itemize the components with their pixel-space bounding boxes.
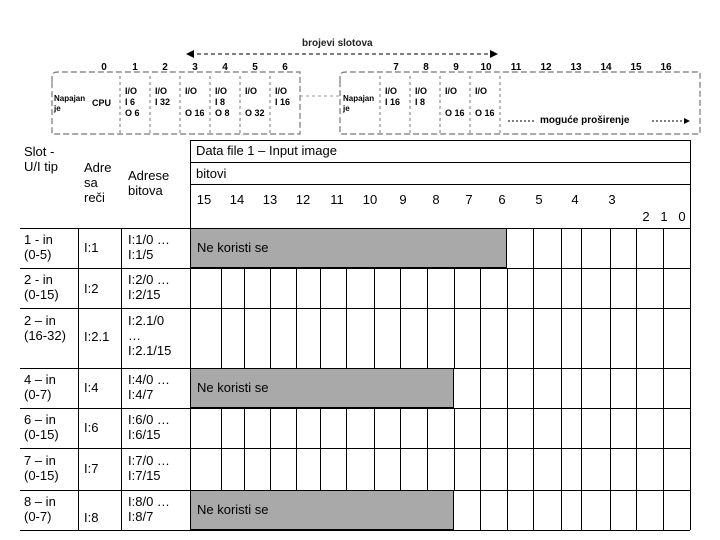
expansion-label: moguće proširenje	[540, 115, 630, 126]
io-module-1: I/O I 6 O 6	[125, 86, 140, 118]
bit-number: 13	[262, 192, 278, 207]
slot-number: 0	[101, 62, 107, 73]
slot-number: 2	[162, 62, 168, 73]
io-module-4: I/O I 8 O 8	[215, 86, 230, 118]
io-module-2: I/O I 32	[155, 86, 171, 107]
row-6-word: I:7	[84, 461, 99, 476]
slot-numbers-title: brojevi slotova	[302, 38, 373, 49]
row-6-slot: 7 – in (0-15)	[24, 453, 59, 483]
cpu-module: CPU	[92, 98, 112, 108]
row-5-slot: 6 – in (0-15)	[24, 412, 59, 442]
row-2-bits: I:2/0 … I:2/15	[128, 272, 170, 302]
io-module-5: I/O O 32	[245, 86, 265, 118]
power-supply-right: Napajan je	[343, 94, 375, 113]
row-5-word: I:6	[84, 420, 99, 435]
bit-number: 9	[399, 192, 407, 207]
bit-number: 7	[465, 192, 473, 207]
header-slot-type: Slot - U/I tip	[24, 144, 58, 174]
row-4-slot: 4 – in (0-7)	[24, 372, 56, 402]
slot-number: 8	[423, 62, 429, 73]
unused-label: Ne koristi se	[197, 502, 269, 517]
bit-number: 2	[642, 209, 650, 224]
bit-number: 10	[362, 192, 378, 207]
row-1-bits: I:1/0 … I:1/5	[128, 232, 170, 262]
slot-number: 4	[222, 62, 228, 73]
row-7-word: I:8	[84, 510, 99, 525]
io-module-8: I/O I 8	[415, 86, 428, 107]
bit-number: 0	[678, 209, 686, 224]
slot-number: 14	[600, 62, 612, 73]
slot-number: 6	[282, 62, 288, 73]
slot-number: 16	[660, 62, 672, 73]
io-module-9: I/O O 16	[445, 86, 465, 118]
row-6-bits: I:7/0 … I:7/15	[128, 453, 170, 483]
row-7-slot: 8 – in (0-7)	[24, 494, 56, 524]
io-module-7: I/O I 16	[385, 86, 401, 107]
row-4-word: I:4	[84, 380, 99, 395]
row-1-slot: 1 - in (0-5)	[24, 232, 53, 262]
unused-label: Ne koristi se	[197, 240, 269, 255]
row-2-word: I:2	[84, 281, 99, 296]
bit-number: 6	[498, 192, 506, 207]
bit-number: 3	[608, 192, 616, 207]
bit-number: 14	[229, 192, 245, 207]
row-4-bits: I:4/0 … I:4/7	[128, 372, 170, 402]
slot-number: 12	[540, 62, 552, 73]
io-module-6: I/O I 16	[275, 86, 291, 107]
bit-number: 5	[535, 192, 543, 207]
bit-number: 12	[295, 192, 311, 207]
power-supply-left: Napajan je	[54, 94, 86, 113]
unused-label: Ne koristi se	[197, 380, 269, 395]
row-2-slot: 2 - in (0-15)	[24, 272, 59, 302]
header-bits: bitovi	[196, 166, 227, 181]
io-module-10: I/O O 16	[475, 86, 495, 118]
bit-number: 15	[196, 192, 212, 207]
slot-number: 15	[630, 62, 642, 73]
slot-number: 9	[453, 62, 459, 73]
row-7-bits: I:8/0 … I:8/7	[128, 494, 170, 524]
header-data-file: Data file 1 – Input image	[196, 143, 337, 158]
row-5-bits: I:6/0 … I:6/15	[128, 412, 170, 442]
bit-number: 1	[660, 209, 668, 224]
row-1-word: I:1	[84, 240, 99, 255]
slot-number: 1	[132, 62, 138, 73]
row-3-word: I:2.1	[84, 329, 110, 344]
header-word-address: Adre sa reči	[84, 160, 112, 205]
slot-number: 5	[252, 62, 258, 73]
row-3-bits: I:2.1/0 … I:2.1/15	[128, 313, 172, 358]
slot-number: 3	[192, 62, 198, 73]
slot-number: 7	[393, 62, 399, 73]
bit-number: 8	[432, 192, 440, 207]
slot-number: 11	[510, 62, 522, 73]
bit-number: 11	[330, 192, 344, 207]
slot-number: 13	[570, 62, 582, 73]
io-module-3: I/O O 16	[185, 86, 205, 118]
header-bit-addresses: Adrese bitova	[128, 168, 170, 198]
row-3-slot: 2 – in (16-32)	[24, 313, 66, 343]
slot-number: 10	[480, 62, 492, 73]
bit-number: 4	[571, 192, 579, 207]
